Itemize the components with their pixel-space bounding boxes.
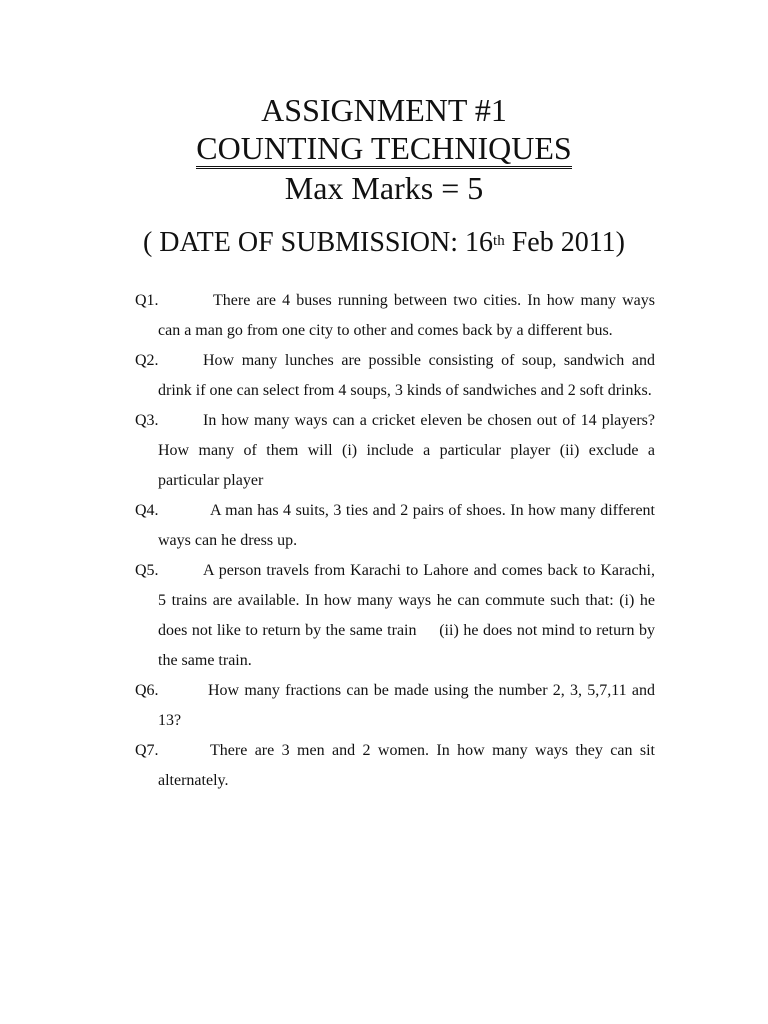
question-text: A person travels from Karachi to Lahore and comes back to Karachi, 5 trains are available. In how many ways he can commute such that: (i) he does not like to return by the same train (ii) he does not mind to return by the same train. (158, 562, 659, 669)
question-label: Q5. (135, 562, 159, 579)
question-text: There are 3 men and 2 women. In how many ways they can sit alternately. (158, 742, 655, 789)
question-item (0, 286, 768, 346)
submission-date (0, 226, 768, 260)
question-item (0, 736, 768, 796)
assignment-title: ASSIGNMENT #1 (261, 92, 507, 128)
submission-superscript: th (493, 233, 505, 249)
question-label: Q3. (135, 412, 159, 429)
question-text: In how many ways can a cricket eleven be chosen out of 14 players? How many of them will (i) include a particular player (ii) exclude a particular player (158, 412, 655, 489)
question-text: How many fractions can be made using the number 2, 3, 5,7,11 and 13? (158, 682, 655, 729)
topic-title (0, 130, 768, 169)
max-marks: Max Marks = 5 (284, 170, 484, 206)
question-text: How many lunches are possible consisting of soup, sandwich and drink if one can select from 4 soups, 3 kinds of sandwiches and 2 soft drinks. (158, 352, 655, 399)
question-item (0, 406, 768, 496)
question-text: A man has 4 suits, 3 ties and 2 pairs of shoes. In how many different ways can he dress up. (158, 502, 655, 549)
question-item (0, 496, 768, 556)
question-item (0, 346, 768, 406)
submission-prefix: ( DATE OF SUBMISSION: 16 (142, 227, 494, 258)
question-item (0, 556, 768, 676)
question-list (0, 286, 768, 796)
question-label: Q4. (135, 502, 159, 519)
topic-title-text: COUNTING TECHNIQUES (196, 132, 571, 169)
question-label: Q2. (135, 352, 159, 369)
question-label: Q6. (135, 682, 159, 699)
question-label: Q1. (135, 292, 159, 309)
question-text: There are 4 buses running between two cities. In how many ways can a man go from one city to other and comes back by a different bus. (158, 292, 655, 339)
submission-suffix: Feb 2011) (504, 227, 625, 258)
question-label: Q7. (135, 742, 159, 759)
question-item (0, 676, 768, 736)
